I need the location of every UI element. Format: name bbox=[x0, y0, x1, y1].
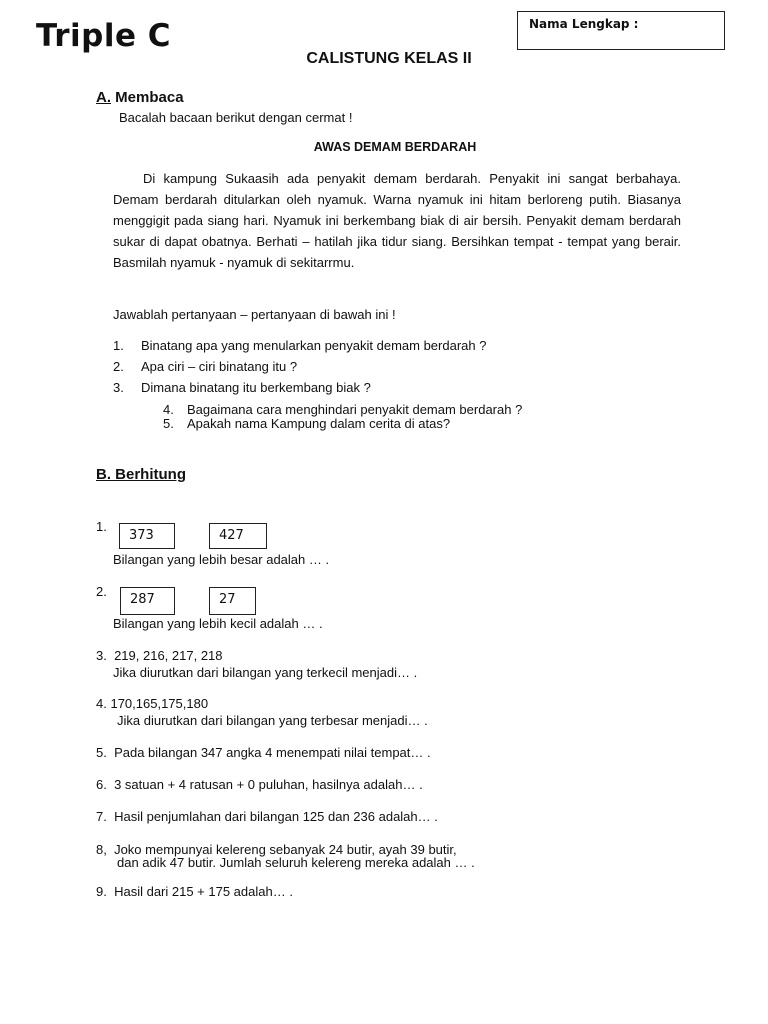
math-item bbox=[96, 745, 431, 760]
math-item-text: Jika diurutkan dari bilangan yang terbesar menjadi… . bbox=[117, 713, 428, 728]
math-item-text: dan adik 47 butir. Jumlah seluruh kelereng mereka adalah … . bbox=[117, 855, 475, 870]
name-field-box[interactable] bbox=[517, 11, 725, 50]
math-item-number: 2. bbox=[96, 584, 107, 599]
math-item-text: Hasil dari 215 + 175 adalah… . bbox=[114, 884, 293, 899]
math-item bbox=[96, 777, 423, 792]
question-item bbox=[113, 359, 297, 374]
story-text: Di kampung Sukaasih ada penyakit demam berdarah. Penyakit ini sangat berbahaya. Demam berdarah ditularkan oleh nyamuk. Warna nyamuk ini hitam berloreng putih. Biasanya menggigit pada siang hari. Nyamuk ini berkembang biak di air bersih. Penyakit demam berdarah sukar di dapat obatnya. Berhati – hatilah jika tidur siang. Bersihkan tempat - tempat yang berair. Basmilah nyamuk - nyamuk di sekitarrmu. bbox=[113, 171, 681, 270]
math-item-number: 5. bbox=[96, 745, 107, 760]
math-item-text: 219, 216, 217, 218 bbox=[114, 648, 223, 663]
brand-title: Triple C bbox=[36, 18, 172, 54]
number-box: 427 bbox=[209, 523, 267, 549]
reading-instruction: Bacalah bacaan berikut dengan cermat ! bbox=[119, 110, 353, 125]
story-title: AWAS DEMAM BERDARAH bbox=[313, 140, 477, 154]
section-b-heading: B. Berhitung bbox=[96, 466, 186, 483]
math-item bbox=[96, 696, 208, 711]
math-item-number: 8, bbox=[96, 842, 107, 857]
question-text: Apakah nama Kampung dalam cerita di atas? bbox=[187, 416, 451, 431]
section-a-letter: A. bbox=[96, 89, 111, 106]
question-text: Apa ciri – ciri binatang itu ? bbox=[141, 359, 298, 374]
story-paragraph bbox=[113, 168, 681, 273]
question-item bbox=[163, 402, 522, 417]
question-item bbox=[113, 380, 371, 395]
math-item-text: 3 satuan + 4 ratusan + 0 puluhan, hasilnya adalah… . bbox=[114, 777, 423, 792]
math-item bbox=[96, 809, 438, 824]
question-text: Bagaimana cara menghindari penyakit demam berdarah ? bbox=[187, 402, 523, 417]
math-item-text: Jika diurutkan dari bilangan yang terkecil menjadi… . bbox=[113, 665, 418, 680]
question-number: 5. bbox=[163, 416, 174, 431]
math-item-text: Pada bilangan 347 angka 4 menempati nilai tempat… . bbox=[114, 745, 431, 760]
question-text: Dimana binatang itu berkembang biak ? bbox=[141, 380, 371, 395]
question-instruction: Jawablah pertanyaan – pertanyaan di bawah ini ! bbox=[113, 307, 396, 322]
question-item bbox=[113, 338, 486, 353]
number-box: 373 bbox=[119, 523, 175, 549]
section-a-heading bbox=[96, 89, 184, 106]
math-item-number: 6. bbox=[96, 777, 107, 792]
question-number: 4. bbox=[163, 402, 174, 417]
question-number: 1. bbox=[113, 338, 124, 353]
question-number: 2. bbox=[113, 359, 124, 374]
math-item-text: Bilangan yang lebih kecil adalah … . bbox=[113, 616, 323, 631]
section-a-title: Membaca bbox=[111, 89, 184, 106]
math-item-number: 4. bbox=[96, 696, 107, 711]
math-item bbox=[96, 884, 293, 899]
number-box: 27 bbox=[209, 587, 256, 615]
math-item-number: 1. bbox=[96, 519, 107, 534]
name-label: Nama Lengkap : bbox=[529, 17, 639, 31]
question-number: 3. bbox=[113, 380, 124, 395]
math-item-number: 7. bbox=[96, 809, 107, 824]
math-item-number: 3. bbox=[96, 648, 107, 663]
math-item-text: 170,165,175,180 bbox=[110, 696, 209, 711]
page-title: CALISTUNG KELAS II bbox=[306, 50, 472, 67]
question-item bbox=[163, 416, 450, 431]
math-item-text: Bilangan yang lebih besar adalah … . bbox=[113, 552, 330, 567]
math-item bbox=[96, 648, 223, 663]
math-item-text: Hasil penjumlahan dari bilangan 125 dan 236 adalah… . bbox=[114, 809, 438, 824]
question-text: Binatang apa yang menularkan penyakit demam berdarah ? bbox=[141, 338, 487, 353]
math-item-text: Joko mempunyai kelereng sebanyak 24 butir, ayah 39 butir, bbox=[114, 842, 457, 857]
number-box: 287 bbox=[120, 587, 175, 615]
math-item-number: 9. bbox=[96, 884, 107, 899]
